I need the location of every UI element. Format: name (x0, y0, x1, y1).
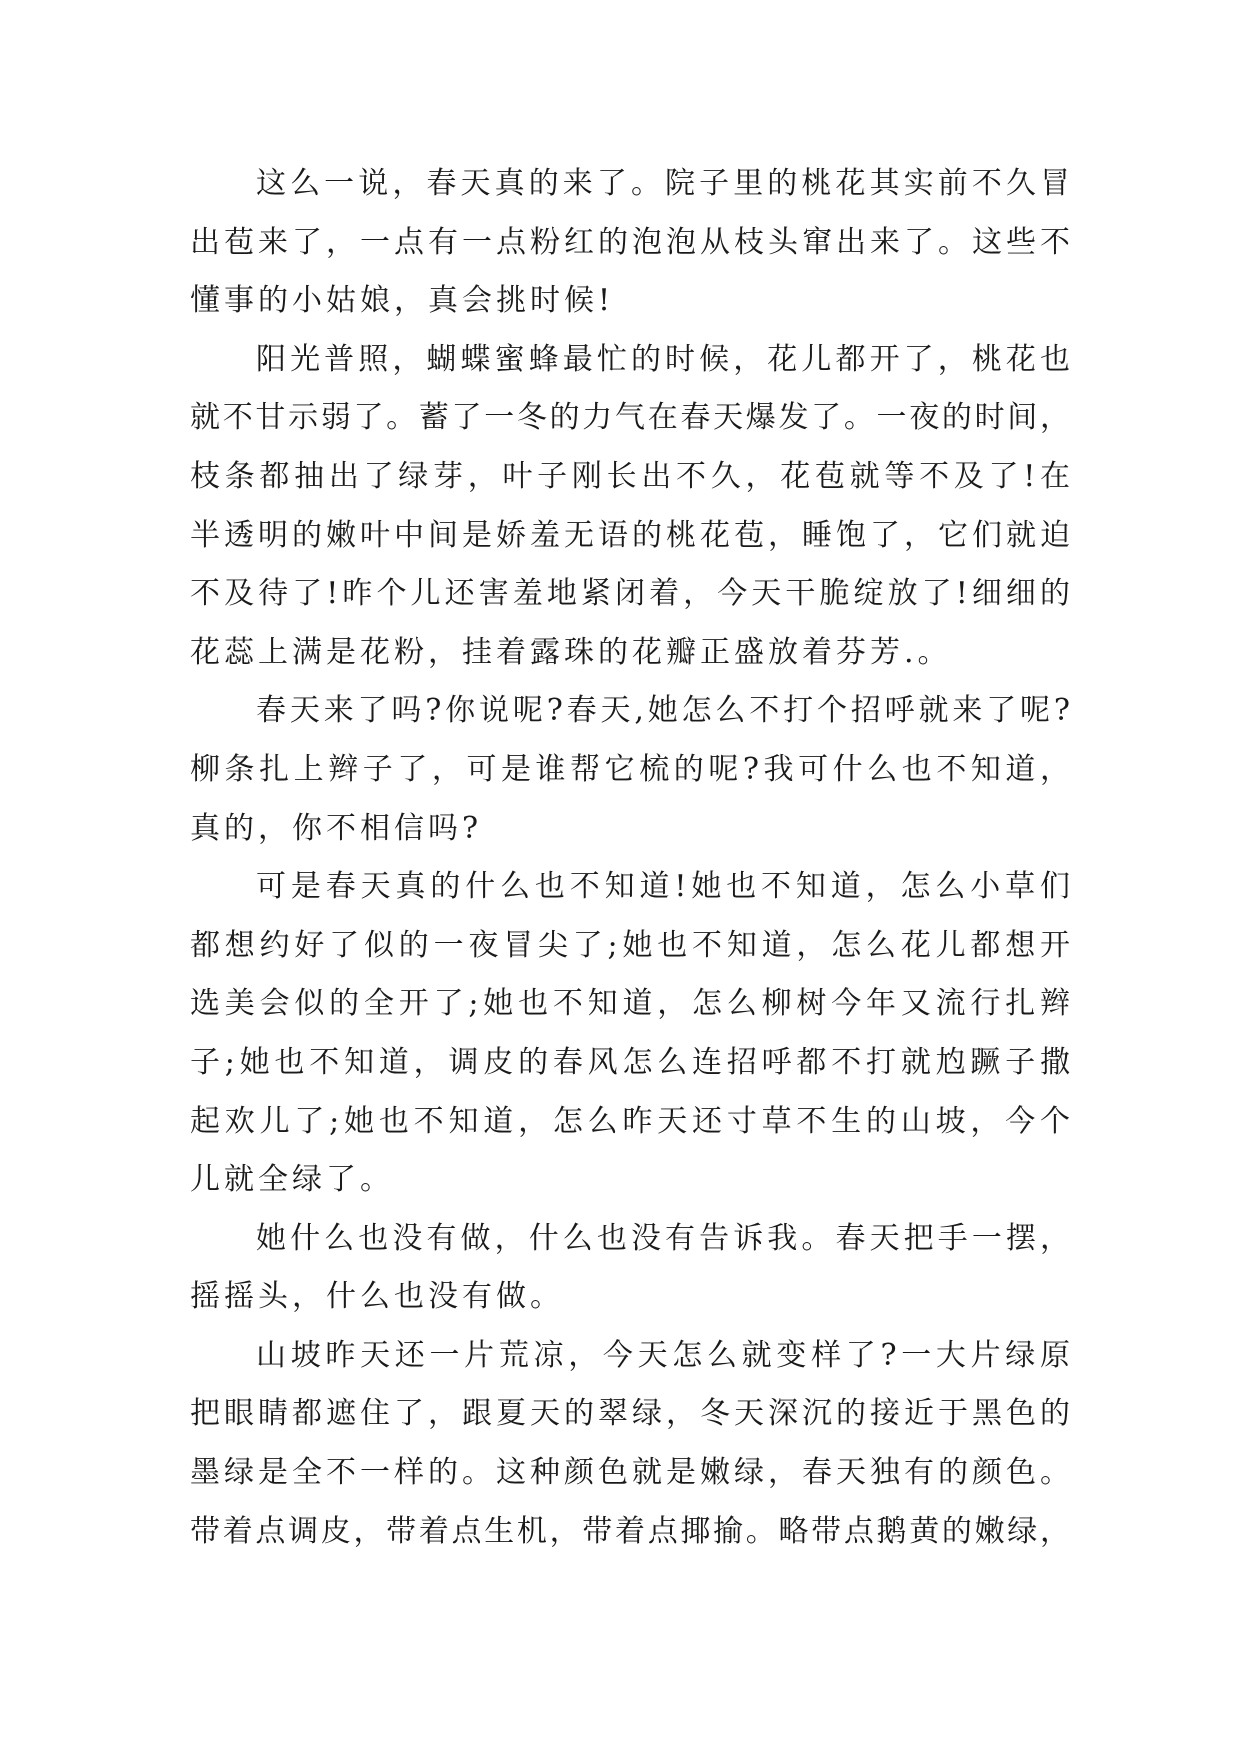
text-line: 带着点调皮，带着点生机，带着点揶揄。略带点鹅黄的嫩绿， (190, 1513, 1070, 1549)
text-line: 花蕊上满是花粉，挂着露珠的花瓣正盛放着芬芳.。 (190, 634, 952, 670)
text-line: 出苞来了，一点有一点粉红的泡泡从枝头窜出来了。这些不 (190, 224, 1070, 260)
text-line: 阳光普照，蝴蝶蜜蜂最忙的时候，花儿都开了，桃花也 (256, 341, 1070, 377)
text-line: 把眼睛都遮住了，跟夏天的翠绿，冬天深沉的接近于黑色的 (190, 1396, 1070, 1432)
text-line: 真的，你不相信吗? (190, 810, 483, 846)
text-line: 这么一说，春天真的来了。院子里的桃花其实前不久冒 (256, 166, 1070, 201)
document-body (190, 155, 1070, 1561)
text-line: 春天来了吗?你说呢?春天,她怎么不打个招呼就来了呢? (256, 693, 1070, 729)
text-line: 半透明的嫩叶中间是娇羞无语的桃花苞，睡饱了，它们就迫 (190, 517, 1070, 553)
text-line: 儿就全绿了。 (190, 1162, 394, 1198)
text-line: 摇摇头，什么也没有做。 (190, 1279, 564, 1315)
text-line: 子;她也不知道，调皮的春风怎么连招呼都不打就尥蹶子撒 (190, 1044, 1070, 1080)
text-line: 都想约好了似的一夜冒尖了;她也不知道，怎么花儿都想开 (190, 927, 1070, 963)
text-line: 起欢儿了;她也不知道，怎么昨天还寸草不生的山坡，今个 (190, 1103, 1070, 1139)
text-line: 山坡昨天还一片荒凉，今天怎么就变样了?一大片绿原 (256, 1337, 1070, 1373)
text-line: 选美会似的全开了;她也不知道，怎么柳树今年又流行扎辫 (190, 986, 1070, 1022)
text-line: 她什么也没有做，什么也没有告诉我。春天把手一摆， (256, 1220, 1070, 1256)
text-line: 懂事的小姑娘，真会挑时候! (190, 283, 615, 319)
text-line: 枝条都抽出了绿芽，叶子刚长出不久，花苞就等不及了!在 (190, 458, 1070, 494)
text-line: 墨绿是全不一样的。这种颜色就是嫩绿，春天独有的颜色。 (190, 1455, 1070, 1491)
text-line: 不及待了!昨个儿还害羞地紧闭着，今天干脆绽放了!细细的 (190, 576, 1070, 612)
text-line: 就不甘示弱了。蓄了一冬的力气在春天爆发了。一夜的时间， (190, 400, 1070, 436)
text-line: 可是春天真的什么也不知道!她也不知道，怎么小草们 (256, 869, 1070, 905)
text-line: 柳条扎上辫子了，可是谁帮它梳的呢?我可什么也不知道， (190, 751, 1070, 787)
